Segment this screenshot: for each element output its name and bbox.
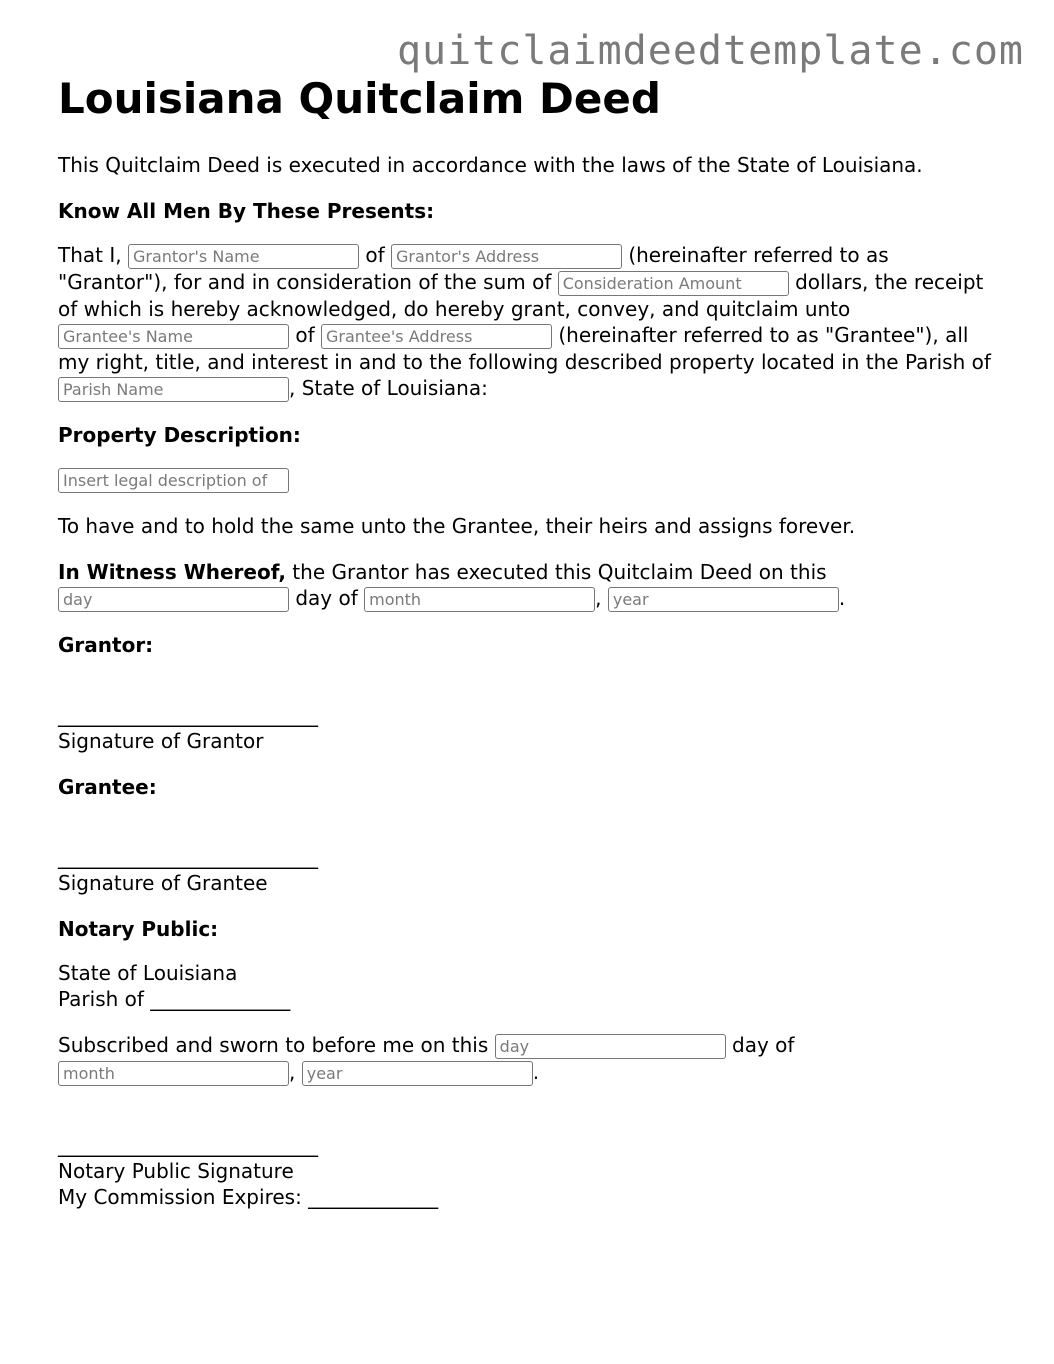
- witness-month-field[interactable]: [364, 587, 595, 612]
- witness-paragraph: In Witness Whereof, the Grantor has executed this Quitclaim Deed on this day day of month , year .: [58, 559, 998, 612]
- page-title: Louisiana Quitclaim Deed: [58, 74, 661, 123]
- notary-day-field[interactable]: [495, 1034, 726, 1059]
- notary-signature-line: __________________________: [58, 1133, 318, 1157]
- witness-bold: In Witness Whereof,: [58, 560, 286, 584]
- notary-year-field[interactable]: [302, 1061, 533, 1086]
- grantor-heading: Grantor:: [58, 633, 154, 657]
- grantor-signature-line: __________________________: [58, 703, 318, 727]
- witness-day-field[interactable]: [58, 587, 289, 612]
- grantee-address-field[interactable]: [321, 324, 552, 349]
- notary-heading: Notary Public:: [58, 917, 219, 941]
- grantor-signature-block: [58, 676, 998, 754]
- grantee-name-field[interactable]: [58, 324, 289, 349]
- property-description-field[interactable]: [58, 468, 289, 493]
- grantor-signature-label: Signature of Grantor: [58, 729, 264, 753]
- notary-signature-block: [58, 1106, 998, 1210]
- consideration-amount-field[interactable]: [558, 271, 789, 296]
- grantee-signature-block: [58, 818, 998, 896]
- notary-venue: [58, 960, 998, 1012]
- witness-year-field[interactable]: [608, 587, 839, 612]
- watermark: quitclaimdeedtemplate.com: [396, 28, 1024, 74]
- grantor-name-field[interactable]: [128, 244, 359, 269]
- intro-text: This Quitclaim Deed is executed in accordance with the laws of the State of Louisiana.: [58, 153, 923, 177]
- property-heading: Property Description:: [58, 423, 301, 447]
- grantor-address-field[interactable]: [391, 244, 622, 269]
- notary-state: State of Louisiana: [58, 961, 238, 985]
- parish-name-field[interactable]: [58, 377, 289, 402]
- notary-sworn-paragraph: Subscribed and sworn to before me on this day day of month, year .: [58, 1032, 998, 1086]
- habendum-text: To have and to hold the same unto the Grantee, their heirs and assigns forever.: [58, 514, 856, 538]
- grantee-heading: Grantee:: [58, 775, 157, 799]
- deed-document: [58, 70, 998, 1230]
- commission-expires: My Commission Expires: _____________: [58, 1185, 439, 1209]
- grantee-signature-label: Signature of Grantee: [58, 871, 268, 895]
- grant-paragraph: That I, Grantor's Name of Grantor's Address (hereinafter referred to as "Grantor"), for and in consideration of the sum of Consideration Amount dollars, the receipt of which is hereby acknowledged, do hereby grant, convey, and quitclaim unto Grantee's Name of Grantee's Address (hereinafter referred to as "Grantee"), all my right, title, and interest in and to the following described property located in the Parish of Parish Name, State of Louisiana:: [58, 242, 998, 402]
- notary-signature-label: Notary Public Signature: [58, 1159, 294, 1183]
- presents-heading: Know All Men By These Presents:: [58, 199, 435, 223]
- property-description-row: [58, 466, 998, 493]
- notary-month-field[interactable]: [58, 1061, 289, 1086]
- grantee-signature-line: __________________________: [58, 845, 318, 869]
- notary-parish: Parish of ______________: [58, 987, 291, 1011]
